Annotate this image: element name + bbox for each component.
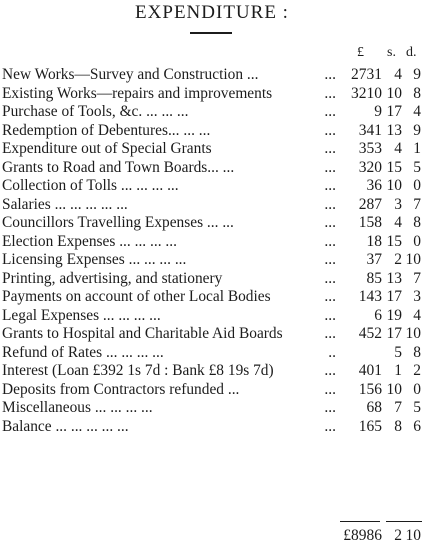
row-pounds: 320 xyxy=(358,158,382,176)
row-shillings: 4 xyxy=(394,140,402,157)
row-leader-dots: ... xyxy=(324,306,336,324)
row-leader-dots: ... xyxy=(324,251,336,268)
row-shillings: 2 xyxy=(394,251,402,268)
row-pounds: 165 xyxy=(358,417,382,435)
row-shillings: 5 xyxy=(394,343,402,361)
row-shillings: 13 xyxy=(386,269,402,287)
row-pence: 2 xyxy=(413,362,421,379)
row-label: Expenditure out of Special Grants xyxy=(2,140,212,157)
row-pounds: 9 xyxy=(374,103,382,120)
row-label: Collection of Tolls ... ... ... ... xyxy=(2,177,179,194)
expenditure-table xyxy=(0,66,424,436)
row-pounds: 452 xyxy=(358,325,382,342)
row-pence: 7 xyxy=(413,195,421,213)
table-row xyxy=(0,159,424,178)
row-label: Election Expenses ... ... ... ... xyxy=(2,232,177,250)
row-leader-dots: ... xyxy=(324,269,336,287)
row-pence: 5 xyxy=(413,399,421,416)
row-leader-dots: ... xyxy=(324,362,336,379)
row-shillings: 4 xyxy=(394,66,402,83)
row-label: Deposits from Contractors refunded ... xyxy=(2,380,240,398)
row-pounds: 68 xyxy=(366,399,382,416)
table-row xyxy=(0,399,424,418)
total-pence: 10 xyxy=(405,527,421,544)
row-shillings: 15 xyxy=(386,232,402,250)
table-row xyxy=(0,214,424,233)
table-row xyxy=(0,177,424,196)
row-label: Purchase of Tools, &c. ... ... ... xyxy=(2,103,189,120)
section-heading: EXPENDITURE : xyxy=(135,2,289,23)
row-pounds: 341 xyxy=(358,121,382,139)
row-leader-dots: ... xyxy=(324,103,336,120)
row-label: Interest (Loan £392 1s 7d : Bank £8 19s 7d) xyxy=(2,362,274,379)
row-leader-dots: ... xyxy=(324,288,336,305)
heading-rule xyxy=(190,32,232,34)
row-pounds: 36 xyxy=(366,177,382,194)
row-label: Legal Expenses ... ... ... ... xyxy=(2,306,161,324)
table-row xyxy=(0,325,424,344)
total-pounds: £8986 xyxy=(343,527,382,544)
table-row xyxy=(0,103,424,122)
row-pounds: 2731 xyxy=(351,66,382,83)
row-leader-dots: ... xyxy=(324,214,336,231)
row-label: New Works—Survey and Construction ... xyxy=(2,66,259,83)
row-leader-dots: ... xyxy=(324,380,336,398)
row-pounds: 158 xyxy=(358,214,382,231)
row-shillings: 8 xyxy=(394,417,402,435)
row-label: Refund of Rates ... ... ... ... xyxy=(2,343,164,361)
row-label: Payments on account of other Local Bodies xyxy=(2,288,271,305)
table-row xyxy=(0,381,424,400)
row-shillings: 17 xyxy=(386,103,402,120)
row-label: Balance ... ... ... ... ... xyxy=(2,417,129,435)
row-shillings: 13 xyxy=(386,121,402,139)
row-pence: 5 xyxy=(413,158,421,176)
row-pounds: 85 xyxy=(366,269,382,287)
row-pence: 9 xyxy=(413,121,421,139)
row-pence: 8 xyxy=(413,343,421,361)
table-row xyxy=(0,418,424,437)
row-pence: 1 xyxy=(413,140,421,157)
row-label: Miscellaneous ... ... ... ... xyxy=(2,399,153,416)
row-leader-dots: ... xyxy=(324,84,336,102)
row-label: Printing, advertising, and stationery xyxy=(2,269,223,287)
row-pence: 10 xyxy=(405,325,421,342)
row-leader-dots: ... xyxy=(324,66,336,83)
row-pence: 4 xyxy=(413,103,421,120)
row-pence: 9 xyxy=(413,66,421,83)
table-row xyxy=(0,196,424,215)
table-row xyxy=(0,270,424,289)
row-pence: 0 xyxy=(413,380,421,398)
row-pence: 0 xyxy=(413,232,421,250)
row-pence: 7 xyxy=(413,269,421,287)
row-shillings: 15 xyxy=(386,158,402,176)
row-pounds: 18 xyxy=(366,232,382,250)
row-pence: 6 xyxy=(413,417,421,435)
row-leader-dots: ... xyxy=(324,232,336,250)
row-leader-dots: ... xyxy=(324,325,336,342)
row-pounds: 287 xyxy=(358,195,382,213)
row-pounds: 353 xyxy=(358,140,382,157)
table-row xyxy=(0,362,424,381)
row-label: Grants to Hospital and Charitable Aid Boards xyxy=(2,325,283,342)
row-leader-dots: ... xyxy=(324,195,336,213)
row-leader-dots: ... xyxy=(324,177,336,194)
table-row xyxy=(0,233,424,252)
row-label: Licensing Expenses ... ... ... ... xyxy=(2,251,187,268)
table-row xyxy=(0,66,424,85)
row-shillings: 17 xyxy=(386,325,402,342)
row-shillings: 10 xyxy=(386,84,402,102)
table-row xyxy=(0,122,424,141)
row-pounds: 156 xyxy=(358,380,382,398)
row-pounds: 3210 xyxy=(351,84,382,102)
row-shillings: 19 xyxy=(386,306,402,324)
row-label: Councillors Travelling Expenses ... ... xyxy=(2,214,234,231)
row-pounds: 6 xyxy=(374,306,382,324)
row-shillings: 4 xyxy=(394,214,402,231)
row-label: Salaries ... ... ... ... ... xyxy=(2,195,128,213)
row-leader-dots: ... xyxy=(324,158,336,176)
total-rule-pence xyxy=(386,521,422,522)
shillings-column-header: s. xyxy=(387,45,396,60)
row-pence: 8 xyxy=(413,214,421,231)
row-leader-dots: ... xyxy=(324,399,336,416)
row-pounds: 401 xyxy=(358,362,382,379)
row-shillings: 1 xyxy=(394,362,402,379)
row-pence: 4 xyxy=(413,306,421,324)
row-label: Redemption of Debentures... ... ... xyxy=(2,121,211,139)
row-pounds: 143 xyxy=(358,288,382,305)
row-pounds: 37 xyxy=(366,251,382,268)
row-pence: 8 xyxy=(413,84,421,102)
total-shillings: 2 xyxy=(394,527,402,544)
table-row xyxy=(0,344,424,363)
table-row xyxy=(0,251,424,270)
row-leader-dots: ... xyxy=(324,417,336,435)
table-row xyxy=(0,307,424,326)
row-shillings: 10 xyxy=(386,177,402,194)
total-rule-pounds xyxy=(340,521,380,522)
row-leader-dots: .. xyxy=(328,343,336,361)
row-shillings: 7 xyxy=(394,399,402,416)
row-shillings: 17 xyxy=(386,288,402,305)
pounds-column-header: £ xyxy=(357,45,364,60)
row-leader-dots: ... xyxy=(324,121,336,139)
pence-column-header: d. xyxy=(406,45,417,60)
row-pence: 10 xyxy=(405,251,421,268)
table-row xyxy=(0,288,424,307)
table-row xyxy=(0,140,424,159)
row-shillings: 10 xyxy=(386,380,402,398)
table-row xyxy=(0,85,424,104)
row-pence: 3 xyxy=(413,288,421,305)
row-pence: 0 xyxy=(413,177,421,194)
row-shillings: 3 xyxy=(394,195,402,213)
row-label: Grants to Road and Town Boards... ... xyxy=(2,158,235,176)
row-label: Existing Works—repairs and improvements xyxy=(2,84,273,102)
row-leader-dots: ... xyxy=(324,140,336,157)
